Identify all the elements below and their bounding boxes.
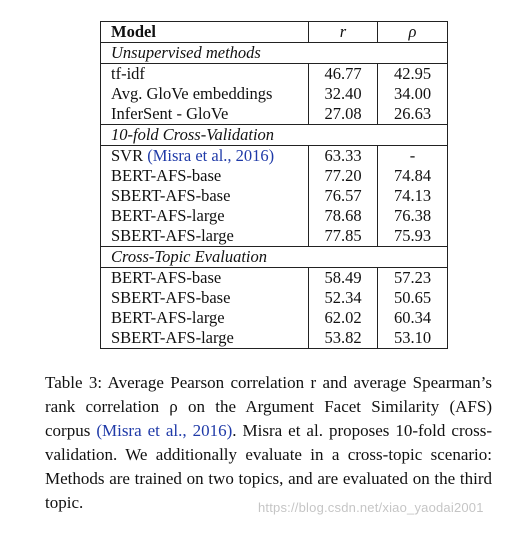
citation-link[interactable]: (Misra et al., 2016) <box>147 146 275 165</box>
rho-value: 75.93 <box>378 226 448 247</box>
model-name: SVR <box>111 146 144 165</box>
rho-value: 34.00 <box>378 84 448 104</box>
rho-value: 26.63 <box>378 104 448 125</box>
model-cell <box>101 146 309 167</box>
section-row <box>101 125 448 146</box>
r-value: 62.02 <box>309 308 378 328</box>
r-value: 77.20 <box>309 166 378 186</box>
table-body <box>101 43 448 349</box>
model-name: BERT-AFS-large <box>111 308 225 327</box>
table-row <box>101 104 448 125</box>
r-value: 46.77 <box>309 64 378 85</box>
r-value: 77.85 <box>309 226 378 247</box>
rho-value: 60.34 <box>378 308 448 328</box>
model-cell <box>101 226 309 247</box>
rho-value: 74.84 <box>378 166 448 186</box>
results-table <box>100 21 448 349</box>
caption-text-1: Table 3: Average Pearson correlation r and average Spearman’s rank correlation ρ on the Argument Facet Similarity (AFS) corpus <box>45 373 492 440</box>
rho-value: 42.95 <box>378 64 448 85</box>
model-cell <box>101 64 309 85</box>
r-value: 78.68 <box>309 206 378 226</box>
rho-value: 57.23 <box>378 268 448 289</box>
model-name: Avg. GloVe embeddings <box>111 84 273 103</box>
table-row <box>101 308 448 328</box>
table-row <box>101 64 448 85</box>
table-row <box>101 146 448 167</box>
caption-text-2: . Misra et al. proposes 10-fold cross-validation. We additionally evaluate in a cross-topic scenario: Methods are trained on two topics, and are evaluated on the third topic. <box>45 421 492 512</box>
r-value: 53.82 <box>309 328 378 349</box>
section-title: 10-fold Cross-Validation <box>101 125 448 146</box>
model-name: SBERT-AFS-base <box>111 288 231 307</box>
table-caption <box>45 371 492 515</box>
model-cell <box>101 166 309 186</box>
table-row <box>101 288 448 308</box>
model-cell <box>101 186 309 206</box>
model-cell <box>101 328 309 349</box>
model-cell <box>101 308 309 328</box>
caption-citation-link[interactable]: (Misra et al., 2016) <box>96 421 233 440</box>
section-row <box>101 43 448 64</box>
header-r: r <box>309 22 378 43</box>
table-row <box>101 206 448 226</box>
table-row <box>101 186 448 206</box>
r-value: 63.33 <box>309 146 378 167</box>
r-value: 32.40 <box>309 84 378 104</box>
table-row <box>101 166 448 186</box>
header-rho: ρ <box>378 22 448 43</box>
model-cell <box>101 84 309 104</box>
watermark: https://blog.csdn.net/xiao_yaodai2001 <box>258 500 484 515</box>
rho-value: 74.13 <box>378 186 448 206</box>
section-row <box>101 247 448 268</box>
model-name: InferSent - GloVe <box>111 104 229 123</box>
rho-value: 76.38 <box>378 206 448 226</box>
rho-value: - <box>378 146 448 167</box>
header-model: Model <box>101 22 309 43</box>
model-cell <box>101 268 309 289</box>
model-cell <box>101 104 309 125</box>
model-name: SBERT-AFS-base <box>111 186 231 205</box>
model-cell <box>101 206 309 226</box>
table-row <box>101 226 448 247</box>
section-title: Cross-Topic Evaluation <box>101 247 448 268</box>
model-name: SBERT-AFS-large <box>111 328 234 347</box>
table-row <box>101 268 448 289</box>
model-name: tf-idf <box>111 64 145 83</box>
model-name: SBERT-AFS-large <box>111 226 234 245</box>
model-name: BERT-AFS-large <box>111 206 225 225</box>
header-row <box>101 22 448 43</box>
model-name: BERT-AFS-base <box>111 268 222 287</box>
table-row <box>101 328 448 349</box>
model-cell <box>101 288 309 308</box>
r-value: 27.08 <box>309 104 378 125</box>
r-value: 52.34 <box>309 288 378 308</box>
r-value: 76.57 <box>309 186 378 206</box>
rho-value: 53.10 <box>378 328 448 349</box>
model-name: BERT-AFS-base <box>111 166 222 185</box>
r-value: 58.49 <box>309 268 378 289</box>
section-title: Unsupervised methods <box>101 43 448 64</box>
table-row <box>101 84 448 104</box>
rho-value: 50.65 <box>378 288 448 308</box>
